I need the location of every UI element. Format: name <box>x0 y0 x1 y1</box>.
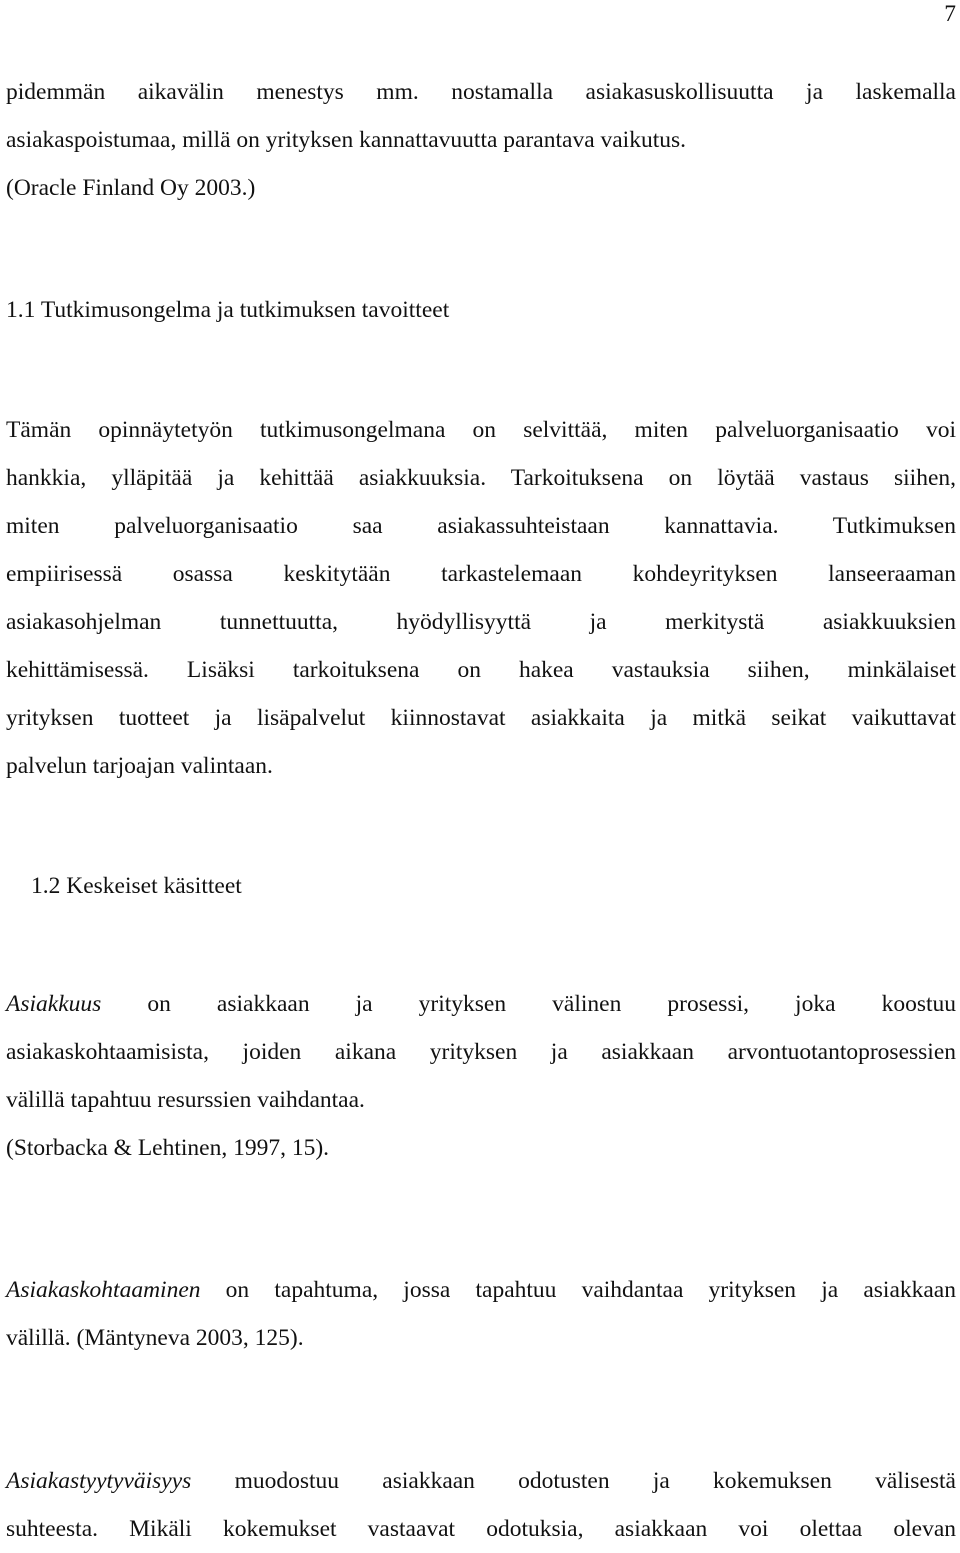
s11-line-1: Tämän opinnäytetyön tutkimusongelmana on selvittää, miten palveluorganisaatio voi <box>6 417 956 443</box>
s11-line-7: yrityksen tuotteet ja lisäpalvelut kiinnostavat asiakkaita ja mitkä seikat vaikuttavat <box>6 705 956 731</box>
section-1-1-heading: 1.1 Tutkimusongelma ja tutkimuksen tavoitteet <box>6 297 450 323</box>
definition-asiakastyytyvaisyys <box>6 1457 956 1553</box>
asiakkuus-term: Asiakkuus <box>6 991 102 1017</box>
definition-asiakaskohtaaminen <box>6 1266 956 1362</box>
asiakkuus-line-1-rest: on asiakkaan ja yrityksen välinen prosessi, joka koostuu <box>101 991 956 1017</box>
intro-paragraph <box>6 68 956 212</box>
section-1-2-heading: 1.2 Keskeiset käsitteet <box>31 873 242 899</box>
asiakkuus-citation: (Storbacka & Lehtinen, 1997, 15). <box>6 1135 330 1161</box>
asiakastyytyvaisyys-line-1-rest: muodostuu asiakkaan odotusten ja kokemuksen välisestä <box>191 1468 956 1494</box>
asiakastyytyvaisyys-line-1 <box>6 1457 956 1505</box>
asiakaskohtaaminen-line-1-rest: on tapahtuma, jossa tapahtuu vaihdantaa yrityksen ja asiakkaan <box>200 1277 956 1303</box>
intro-line-1: pidemmän aikavälin menestys mm. nostamalla asiakasuskollisuutta ja laskemalla <box>6 79 956 105</box>
definition-asiakkuus <box>6 980 956 1172</box>
asiakkuus-line-1 <box>6 980 956 1028</box>
asiakaskohtaaminen-line-1 <box>6 1266 956 1314</box>
s11-line-8: palvelun tarjoajan valintaan. <box>6 753 273 779</box>
asiakkuus-line-2: asiakaskohtaamisista, joiden aikana yrityksen ja asiakkaan arvontuotantoprosessien <box>6 1039 956 1065</box>
section-1-1-paragraph <box>6 406 956 790</box>
s11-line-4: empiirisessä osassa keskitytään tarkastelemaan kohdeyrityksen lanseeraaman <box>6 561 956 587</box>
asiakkuus-line-3: välillä tapahtuu resurssien vaihdantaa. <box>6 1087 365 1113</box>
s11-line-5: asiakasohjelman tunnettuutta, hyödyllisyyttä ja merkitystä asiakkuuksien <box>6 609 956 635</box>
asiakastyytyvaisyys-term: Asiakastyytyväisyys <box>6 1468 192 1494</box>
asiakastyytyvaisyys-line-2: suhteesta. Mikäli kokemukset vastaavat odotuksia, asiakkaan voi olettaa olevan <box>6 1516 956 1542</box>
s11-line-2: hankkia, ylläpitää ja kehittää asiakkuuksia. Tarkoituksena on löytää vastaus siihen, <box>6 465 956 491</box>
page-number: 7 <box>944 1 956 27</box>
intro-line-2: asiakaspoistumaa, millä on yrityksen kannattavuutta parantava vaikutus. <box>6 127 687 153</box>
asiakaskohtaaminen-term: Asiakaskohtaaminen <box>6 1277 201 1303</box>
s11-line-3: miten palveluorganisaatio saa asiakassuhteistaan kannattavia. Tutkimuksen <box>6 513 956 539</box>
s11-line-6: kehittämisessä. Lisäksi tarkoituksena on hakea vastauksia siihen, minkälaiset <box>6 657 956 683</box>
intro-line-3: (Oracle Finland Oy 2003.) <box>6 175 256 201</box>
asiakaskohtaaminen-line-2: välillä. (Mäntyneva 2003, 125). <box>6 1325 304 1351</box>
